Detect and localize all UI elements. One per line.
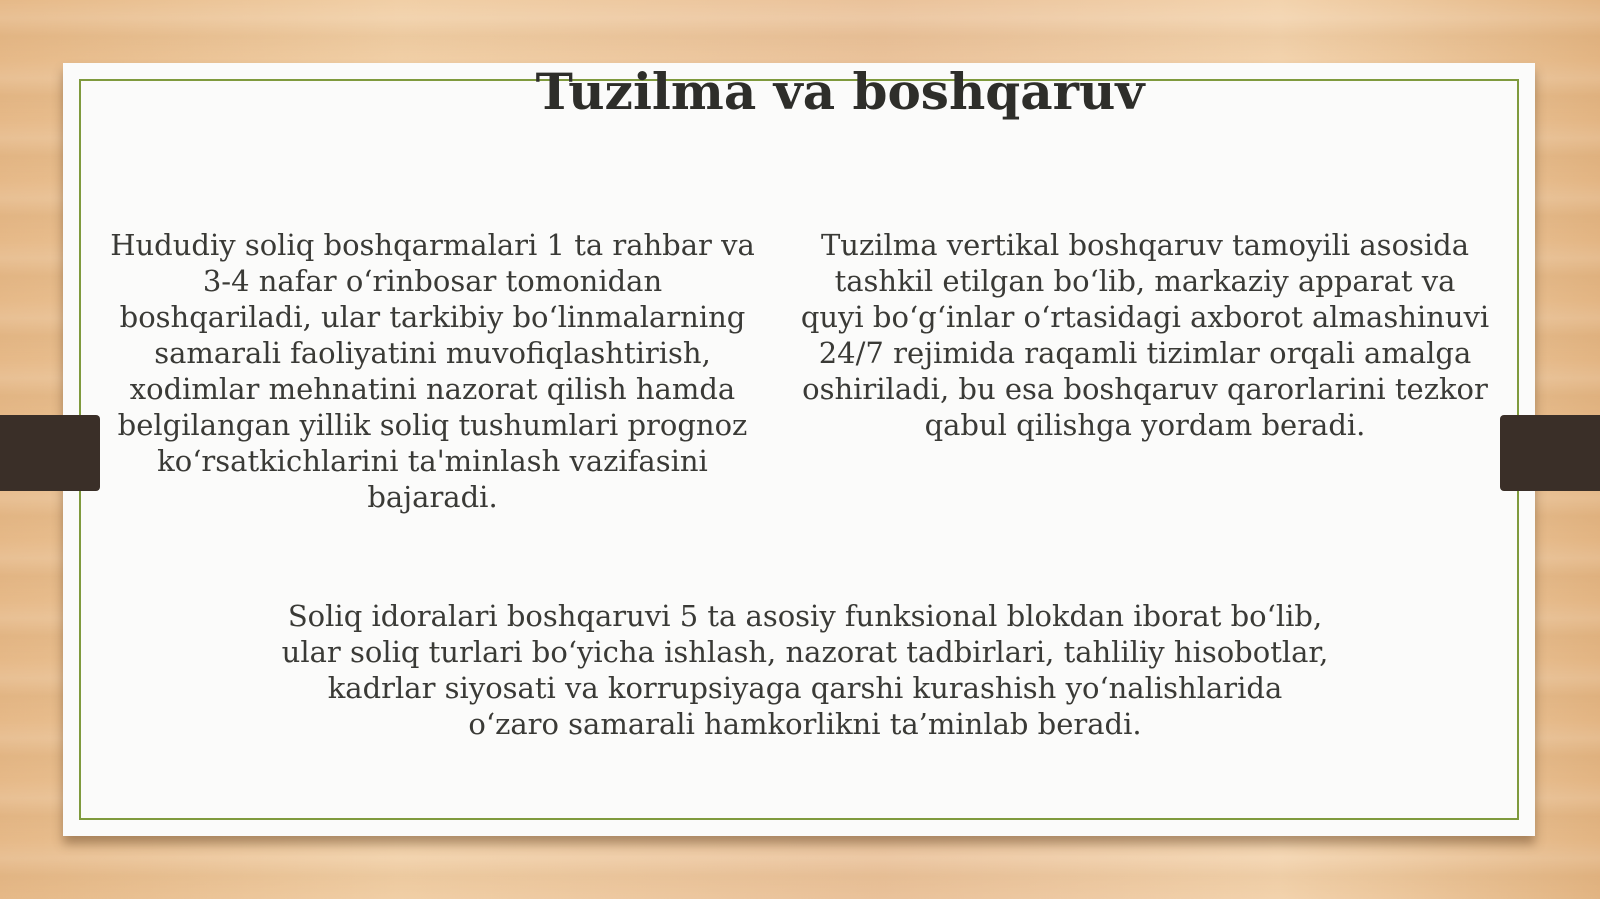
right-paragraph: Tuzilma vertikal boshqaruv tamoyili asosida tashkil etilgan bo‘lib, markaziy apparat va quyi bo‘g‘inlar o‘rtasidagi axborot almashinuvi 24/7 rejimida raqamli tizimlar orqali amalga oshiriladi, bu esa boshqaruv qarorlarini tezkor qabul qilishga yordam beradi. xyxy=(800,228,1490,442)
slide-title: Tuzilma va boshqaruv xyxy=(535,62,1145,121)
left-paragraph: Hududiy soliq boshqarmalari 1 ta rahbar va 3-4 nafar o‘rinbosar tomonidan boshqariladi, ular tarkibiy bo‘linmalarning samarali faoliyatini muvofiqlashtirish, xodimlar mehnatini nazorat qilish hamda belgilangan yillik soliq tushumlari prognoz ko‘rsatkichlarini ta'minlash vazifasini bajaradi. xyxy=(110,228,755,514)
left-binder-tab xyxy=(0,415,100,491)
right-binder-tab xyxy=(1500,415,1600,491)
bottom-paragraph: Soliq idoralari boshqaruvi 5 ta asosiy funksional blokdan iborat bo‘lib, ular soliq turlari bo‘yicha ishlash, nazorat tadbirlari, tahliliy hisobotlar, kadrlar siyosati va korrupsiyaga qarshi kurashish yo‘nalishlarida o‘zaro samarali hamkorlikni ta’minlab beradi. xyxy=(281,599,1329,741)
